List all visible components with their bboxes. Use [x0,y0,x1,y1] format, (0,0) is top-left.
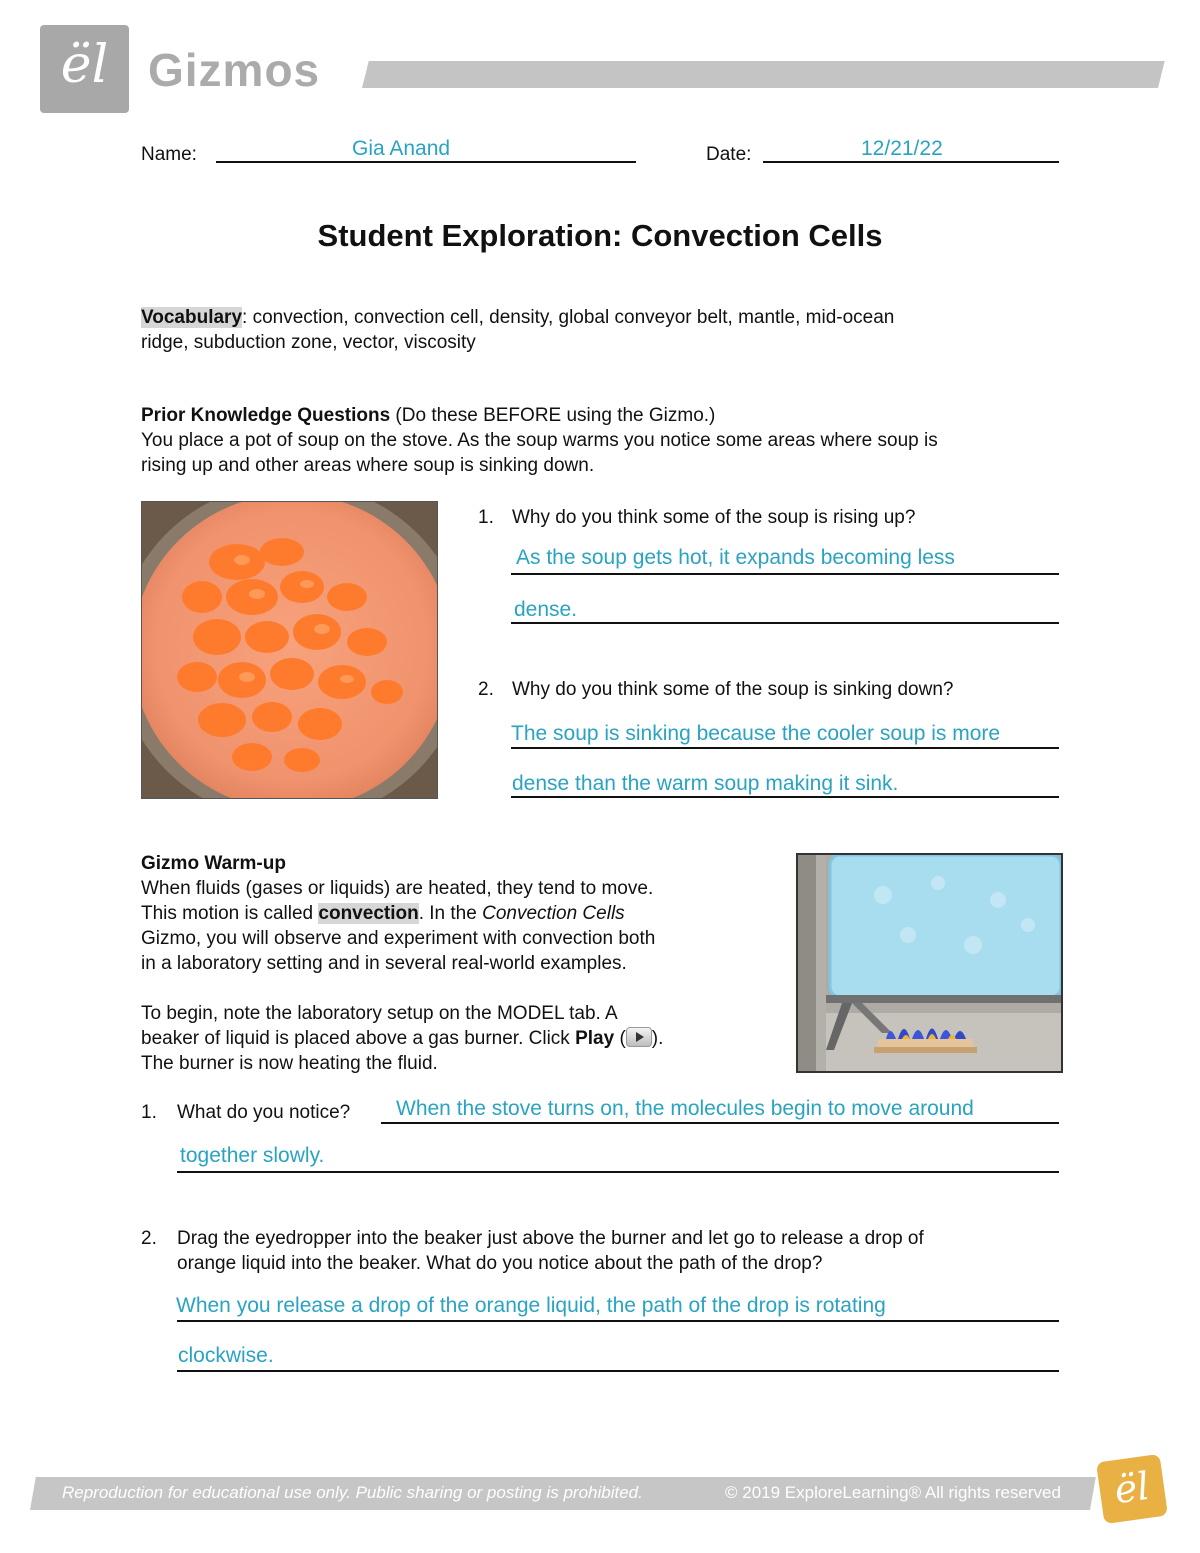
explorelearning-logo-icon [1096,1454,1168,1524]
soup-photo [141,501,438,799]
warmup-q2-line-1: Drag the eyedropper into the beaker just above the burner and let go to release a drop of [177,1228,924,1249]
prior-q1-number: 1. [478,507,494,528]
prior-q1-answer-2: dense. [514,598,578,621]
warmup-q1-number: 1. [141,1102,157,1123]
prior-intro-2: rising up and other areas where soup is sinking down. [141,455,595,476]
play-word: Play [575,1028,615,1049]
vocabulary-text-1: : convection, convection cell, density, global conveyor belt, mantle, mid-ocean [242,307,895,328]
warmup-p1-4: in a laboratory setting and in several real-world examples. [141,953,627,974]
vocabulary-label: Vocabulary [141,307,243,328]
prior-q2-number: 2. [478,679,494,700]
warmup-q1-answer-line-1[interactable] [381,1122,1059,1124]
logo-glyph: ël [60,35,109,95]
vocabulary [141,305,1061,355]
footer-logo-glyph: ël [1111,1463,1153,1513]
warmup-p2-3: The burner is now heating the fluid. [141,1053,438,1074]
convection-term: convection [318,903,419,924]
vocabulary-text-2: ridge, subduction zone, vector, viscosity [141,332,476,353]
gizmo-name: Convection Cells [482,903,625,924]
warmup-q1-answer-1: When the stove turns on, the molecules begin to move around [396,1097,974,1120]
warmup-q2-number: 2. [141,1228,157,1249]
warmup-p2-2c: ). [651,1028,664,1049]
prior-intro-1: You place a pot of soup on the stove. As the soup warms you notice some areas where soup is [141,430,938,451]
lab-setup-image [796,853,1063,1073]
warmup-p2-2a: beaker of liquid is placed above a gas burner. Click [141,1028,576,1049]
prior-q2-text: Why do you think some of the soup is sinking down? [512,679,954,700]
warmup-q2-line-2: orange liquid into the beaker. What do you notice about the path of the drop? [177,1253,823,1274]
gizmos-logo-icon [40,25,129,113]
brand-name: Gizmos [148,44,321,96]
prior-q1-text: Why do you think some of the soup is rising up? [512,507,916,528]
play-icon [626,1027,652,1047]
warmup-q2-answer-line-2[interactable] [177,1370,1059,1372]
warmup-p2-1: To begin, note the laboratory setup on the MODEL tab. A [141,1003,618,1024]
warmup-p2-2b: ( [614,1028,626,1049]
warmup-q2-text [177,1226,1067,1276]
warmup-q1-answer-2: together slowly. [180,1144,325,1167]
prior-q2-answer-2: dense than the warm soup making it sink. [512,772,899,795]
soup-image [142,502,437,798]
prior-q2-answer-line-1[interactable] [511,747,1059,749]
prior-knowledge [141,403,1081,478]
warmup-q1-text: What do you notice? [177,1102,351,1123]
header-bar [362,61,1165,88]
warmup-heading: Gizmo Warm-up [141,853,286,874]
prior-q1-answer-line-2[interactable] [511,622,1059,624]
name-value: Gia Anand [352,137,451,160]
warmup-p1-1: When fluids (gases or liquids) are heated, they tend to move. [141,878,654,899]
warmup-q2-answer-2: clockwise. [178,1344,274,1367]
warmup-p1-2a: This motion is called [141,903,319,924]
beaker-burner-illustration [798,855,1061,1071]
warmup-section [141,851,781,1076]
date-field[interactable] [763,161,1059,163]
prior-heading: Prior Knowledge Questions [141,405,391,426]
warmup-q2-answer-line-1[interactable] [177,1320,1059,1322]
prior-q2-answer-1: The soup is sinking because the cooler soup is more [511,722,1001,745]
footer-disclaimer: Reproduction for educational use only. Public sharing or posting is prohibited. [62,1483,643,1502]
warmup-p1-3: Gizmo, you will observe and experiment with convection both [141,928,656,949]
prior-q1-answer-1: As the soup gets hot, it expands becoming less [516,546,955,569]
prior-heading-note: (Do these BEFORE using the Gizmo.) [390,405,716,426]
name-field[interactable] [216,161,636,163]
prior-q2-answer-line-2[interactable] [511,796,1059,798]
footer-copyright: © 2019 ExploreLearning® All rights reserved [725,1483,1061,1502]
warmup-q2-answer-1: When you release a drop of the orange liquid, the path of the drop is rotating [176,1294,886,1317]
date-label: Date: [706,144,752,165]
prior-q1-answer-line-1[interactable] [511,573,1059,575]
warmup-p1-2b: . In the [418,903,483,924]
name-label: Name: [141,144,197,165]
date-value: 12/21/22 [861,137,943,160]
warmup-q1-answer-line-2[interactable] [177,1171,1059,1173]
page-title: Student Exploration: Convection Cells [317,218,883,253]
